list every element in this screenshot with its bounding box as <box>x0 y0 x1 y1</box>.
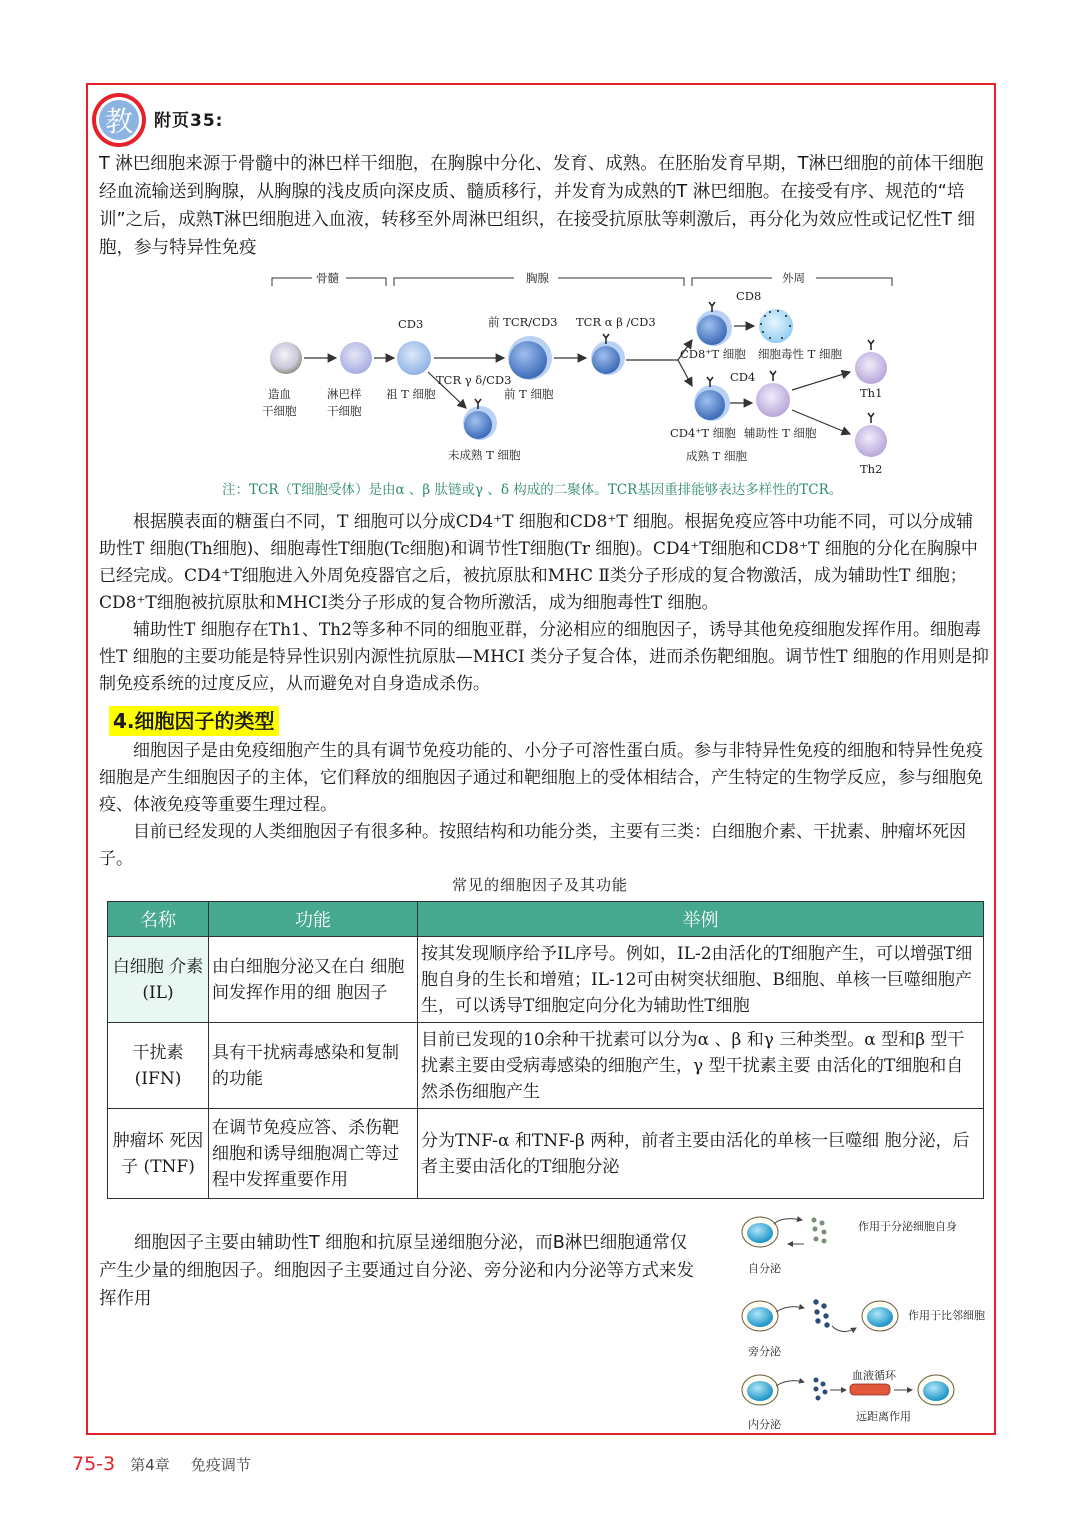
cell-name: 白细胞 介素 (IL) <box>108 937 209 1023</box>
cell-example: 目前已发现的10余种干扰素可以分为α 、β 和γ 三种类型。α 型和β 型干扰素主要由受病毒感染的细胞产生，γ 型干扰素主要 由活化的T细胞和自然杀伤细胞产生 <box>418 1023 984 1109</box>
svg-text:Th1: Th1 <box>860 386 883 400</box>
cytokine-table <box>107 901 984 1199</box>
pre-t-cell-icon <box>509 341 547 379</box>
svg-text:作用于比邻细胞: 作用于比邻细胞 <box>908 1309 985 1322</box>
cell-example: 按其发现顺序给予IL序号。例如，IL-2由活化的T细胞产生，可以增强T细胞自身的生长和增殖；IL-12可由树突状细胞、B细胞、单核一巨噬细胞产生，可以诱导T细胞定向分化为辅助性T细胞 <box>418 937 984 1023</box>
table-row <box>108 1023 984 1109</box>
table-caption: 常见的细胞因子及其功能 <box>451 876 628 894</box>
appendix-title: 附页35: <box>154 111 224 131</box>
marker-tcr-ab: TCR α β /CD3 <box>576 315 656 329</box>
svg-text:前 T 细胞: 前 T 细胞 <box>504 387 554 401</box>
svg-text:辅助性 T 细胞: 辅助性 T 细胞 <box>744 426 817 440</box>
cytokine-definition-paragraph: 细胞因子是由免疫细胞产生的具有调节免疫功能的、小分子可溶性蛋白质。参与非特异性免疫的细胞和特异性免疫细胞是产生细胞因子的主体，它们释放的细胞因子通过和靶细胞上的受体相结合，产生特定的生物学反应，参与细胞免疫、体液免疫等重要生理过程。 <box>99 741 983 815</box>
page-footer <box>72 1453 251 1475</box>
cytotoxic-t-cell-icon <box>759 309 793 343</box>
cell-name: 干扰素 (IFN) <box>108 1023 209 1109</box>
svg-text:Th2: Th2 <box>860 462 883 476</box>
col-header-name: 名称 <box>108 902 209 937</box>
svg-text:CD8⁺T 细胞: CD8⁺T 细胞 <box>680 347 746 361</box>
svg-text:自分泌: 自分泌 <box>748 1262 781 1275</box>
t-cell-subsets-paragraph: 根据膜表面的糖蛋白不同，T 细胞可以分成CD4⁺T 细胞和CD8⁺T 细胞。根据免疫应答中功能不同，可以分成辅助性T 细胞(Th细胞)、细胞毒性T细胞(Tc细胞)和调节性T细胞(Tr 细胞)。CD4⁺T细胞和CD8⁺T 细胞的分化在胸腺中已经完成。CD4⁺T细胞进入外周免疫器官之后，被抗原肽和MHC Ⅱ类分子形成的复合物激活，成为辅助性T 细胞；CD8⁺T细胞被抗原肽和MHCI类分子形成的复合物所激活，成为细胞毒性T 细胞。 <box>99 512 978 613</box>
pro-t-cell-icon <box>397 341 431 375</box>
table-row <box>108 1109 984 1199</box>
autocrine-cell-icon <box>742 1217 778 1247</box>
th2-cell-icon <box>855 425 887 457</box>
svg-text:成熟 T 细胞: 成熟 T 细胞 <box>686 449 747 463</box>
chapter-label: 第4章 <box>130 1456 170 1474</box>
svg-text:内分泌: 内分泌 <box>748 1418 781 1431</box>
svg-text:血液循环: 血液循环 <box>852 1369 896 1382</box>
cell-example: 分为TNF-α 和TNF-β 两种，前者主要由活化的单核一巨噬细 胞分泌，后者主要由活化的T细胞分泌 <box>418 1109 984 1199</box>
chapter-title: 免疫调节 <box>190 1456 251 1474</box>
cd4-t-cell-icon <box>695 390 725 420</box>
distant-target-cell-icon <box>918 1375 954 1405</box>
blood-vessel-icon <box>850 1384 890 1395</box>
hsc-cell-icon <box>270 342 302 374</box>
svg-text:CD4⁺T 细胞: CD4⁺T 细胞 <box>670 426 736 440</box>
teacher-badge-icon: 教 <box>92 93 146 147</box>
table-header-row <box>108 902 984 937</box>
cytokine-types-paragraph: 目前已经发现的人类细胞因子有很多种。按照结构和功能分类，主要有三类：白细胞介素、干扰素、肿瘤坏死因子。 <box>99 822 966 869</box>
svg-text:造血: 造血 <box>268 387 291 401</box>
svg-text:旁分泌: 旁分泌 <box>748 1345 781 1358</box>
region-label-periphery: 外周 <box>782 271 805 285</box>
dp-t-cell-icon <box>592 346 620 374</box>
svg-text:远距离作用: 远距离作用 <box>856 1410 911 1423</box>
marker-cd8: CD8 <box>736 289 762 303</box>
cd8-t-cell-icon <box>697 315 727 345</box>
t-cell-development-diagram <box>260 268 900 480</box>
page-number: 75-3 <box>72 1453 116 1475</box>
svg-text:作用于分泌细胞自身: 作用于分泌细胞自身 <box>858 1220 957 1233</box>
svg-text:细胞毒性 T 细胞: 细胞毒性 T 细胞 <box>758 347 842 361</box>
secretion-modes-diagram <box>738 1208 994 1436</box>
region-label-bone-marrow: 骨髓 <box>316 271 339 285</box>
marker-cd3: CD3 <box>398 317 424 331</box>
cell-function: 具有干扰病毒感染和复制的功能 <box>209 1023 418 1109</box>
cell-name: 肿瘤坏 死因子 (TNF) <box>108 1109 209 1199</box>
marker-pre-tcr: 前 TCR/CD3 <box>488 315 558 329</box>
table-row <box>108 937 984 1023</box>
lymphoid-stem-cell-icon <box>340 342 372 374</box>
col-header-example: 举例 <box>418 902 984 937</box>
svg-text:淋巴样: 淋巴样 <box>327 387 362 401</box>
section-heading: 4.细胞因子的类型 <box>109 706 279 736</box>
intro-paragraph: T 淋巴细胞来源于骨髓中的淋巴样干细胞，在胸腺中分化、发育、成熟。在胚胎发育早期，T淋巴细胞的前体干细胞经血流输送到胸腺，从胸腺的浅皮质向深皮质、髓质移行，并发育为成熟的T 淋巴细胞。在接受有序、规范的“培训”之后，成熟T淋巴细胞进入血液，转移至外周淋巴组织，在接受抗原肽等刺激后，再分化为效应性或记忆性T 细胞，参与特异性免疫 <box>99 154 984 258</box>
paracrine-cell-icon <box>742 1301 778 1331</box>
secretion-paragraph: 细胞因子主要由辅助性T 细胞和抗原呈递细胞分泌，而B淋巴细胞通常仅产生少量的细胞因子。细胞因子主要通过自分泌、旁分泌和内分泌等方式来发挥作用 <box>99 1233 694 1309</box>
marker-cd4: CD4 <box>730 370 756 384</box>
svg-text:祖 T 细胞: 祖 T 细胞 <box>386 387 436 401</box>
endocrine-cell-icon <box>742 1375 778 1405</box>
svg-text:干细胞: 干细胞 <box>262 404 297 418</box>
svg-text:干细胞: 干细胞 <box>327 404 362 418</box>
marker-tcr-gd: TCR γ δ/CD3 <box>436 373 512 387</box>
helper-t-cell-icon <box>756 383 790 417</box>
th1-cell-icon <box>855 352 887 384</box>
cell-function: 由白细胞分泌又在白 细胞间发挥作用的细 胞因子 <box>209 937 418 1023</box>
region-label-thymus: 胸腺 <box>526 271 549 285</box>
col-header-function: 功能 <box>209 902 418 937</box>
t-cell-functions-paragraph: 辅助性T 细胞存在Th1、Th2等多种不同的细胞亚群，分泌相应的细胞因子，诱导其他免疫细胞发挥作用。细胞毒性T 细胞的主要功能是特异性识别内源性抗原肽—MHCI 类分子复合体，进而杀伤靶细胞。调节性T 细胞的作用则是抑制免疫系统的过度反应，从而避免对自身造成杀伤。 <box>99 620 989 694</box>
immature-t-cell-icon <box>464 411 492 439</box>
target-cell-icon <box>862 1301 898 1331</box>
cell-function: 在调节免疫应答、杀伤靶细胞和诱导细胞凋亡等过程中发挥重要作用 <box>209 1109 418 1199</box>
svg-text:未成熟 T 细胞: 未成熟 T 细胞 <box>448 448 521 462</box>
diagram-note: 注：TCR（T细胞受体）是由α 、β 肽链或γ 、δ 构成的二聚体。TCR基因重排能够表达多样性的TCR。 <box>222 482 843 498</box>
